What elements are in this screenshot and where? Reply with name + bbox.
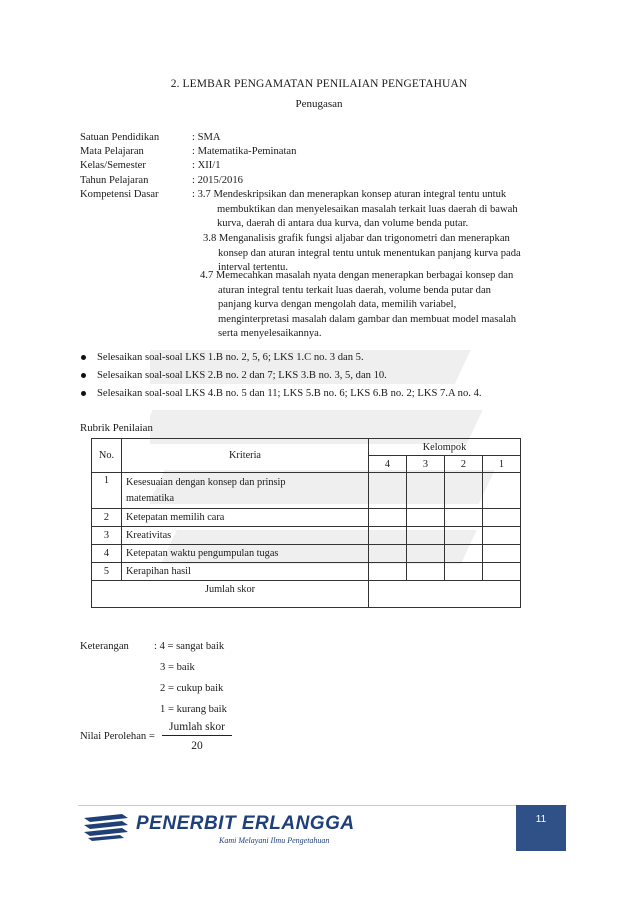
row-no: 1 (92, 473, 122, 509)
info-row (80, 174, 296, 188)
row-kriteria: Ketepatan memilih cara (122, 509, 369, 527)
page-title: 2. LEMBAR PENGAMATAN PENILAIAN PENGETAHUAN (170, 78, 468, 90)
kd-line: membuktikan dan menyelesaikan masalah terkait luas daerah di bawah (217, 203, 518, 215)
info-label: Tahun Pelajaran (80, 174, 149, 186)
score-cell[interactable] (483, 545, 521, 563)
score-cell[interactable] (407, 563, 445, 581)
info-row (80, 145, 296, 159)
row-kriteria (122, 473, 369, 509)
score-cell[interactable] (445, 545, 483, 563)
score-header: 1 (483, 456, 521, 473)
nilai-formula (162, 721, 232, 752)
row-kriteria: Ketepatan waktu pengumpulan tugas (122, 545, 369, 563)
info-label: Satuan Pendidikan (80, 132, 160, 143)
keterangan-item: 3 = baik (160, 662, 195, 673)
score-header: 2 (445, 456, 483, 473)
score-cell[interactable] (445, 527, 483, 545)
score-cell[interactable] (445, 563, 483, 581)
score-cell[interactable] (369, 545, 407, 563)
kriteria-line: matematika (126, 493, 175, 504)
row-no: 2 (92, 509, 122, 527)
list-item: Selesaikan soal-soal LKS 2.B no. 2 dan 7; LKS 3.B no. 3, 5, dan 10. (80, 367, 482, 385)
erlangga-logo-icon (82, 812, 132, 842)
score-cell[interactable] (369, 563, 407, 581)
list-item: Selesaikan soal-soal LKS 1.B no. 2, 5, 6; LKS 1.C no. 3 dan 5. (80, 349, 482, 367)
score-header: 4 (369, 456, 407, 473)
table-row (92, 527, 521, 545)
kd-line: kurva, daerah di antara dua kurva, dan volume benda putar. (217, 218, 469, 229)
kd-line: menginterpretasi masalah dalam gambar dan membuat model masalah (218, 313, 516, 325)
kd-line: 3.8 Menganalisis grafik fungsi aljabar dan trigonometri dan menerapkan (203, 233, 510, 244)
kd-line: panjang kurva dengan mengolah data, memilih variabel, (218, 299, 457, 310)
task-list (80, 349, 482, 403)
kd-line: aturan integral tentu terkait luas daerah, volume benda putar dan (218, 284, 491, 296)
row-kriteria: Kreativitas (122, 527, 369, 545)
kriteria-line: Kesesuaian dengan konsep dan prinsip (126, 477, 286, 488)
kd-3-7 (192, 188, 518, 232)
formula-denominator: 20 (191, 740, 203, 752)
info-label: Mata Pelajaran (80, 146, 144, 158)
info-label: Kompetensi Dasar (80, 188, 159, 200)
row-no: 5 (92, 563, 122, 581)
score-cell[interactable] (483, 509, 521, 527)
kd-line: interval tertentu. (218, 262, 289, 273)
score-cell[interactable] (483, 563, 521, 581)
info-value: : Matematika-Peminatan (192, 146, 297, 158)
nilai-label: Nilai Perolehan = (80, 731, 155, 742)
score-cell[interactable] (483, 473, 521, 509)
info-value: : SMA (192, 132, 221, 143)
info-label: Kelas/Semester (80, 160, 146, 172)
header-no: No. (92, 439, 122, 473)
total-label: Jumlah skor (92, 581, 369, 608)
total-row (92, 581, 521, 608)
score-header: 3 (407, 456, 445, 473)
kd-line: konsep dan aturan integral tentu untuk menentukan panjang kurva pada (218, 247, 521, 259)
info-value: : XII/1 (192, 160, 221, 172)
score-cell[interactable] (407, 545, 445, 563)
page-subtitle: Penugasan (295, 98, 343, 110)
publisher-slogan: Kami Melayani Ilmu Pengetahuan (219, 836, 330, 845)
header-kriteria: Kriteria (122, 439, 369, 473)
info-row (80, 159, 296, 173)
score-cell[interactable] (369, 509, 407, 527)
keterangan-item: : 4 = sangat baik (154, 641, 225, 652)
table-row (92, 563, 521, 581)
score-cell[interactable] (407, 527, 445, 545)
kd-4-7 (200, 269, 516, 342)
score-cell[interactable] (445, 509, 483, 527)
row-no: 4 (92, 545, 122, 563)
score-cell[interactable] (369, 473, 407, 509)
keterangan-item: 1 = kurang baik (160, 704, 227, 715)
rubric-table (91, 438, 521, 608)
table-row (92, 545, 521, 563)
kd-line: serta menyelesaikannya. (218, 328, 322, 339)
total-cell[interactable] (369, 581, 521, 608)
table-row (92, 509, 521, 527)
publisher-name: PENERBIT ERLANGGA (136, 813, 355, 834)
footer-divider (78, 805, 567, 806)
table-row (92, 473, 521, 509)
score-cell[interactable] (483, 527, 521, 545)
score-cell[interactable] (445, 473, 483, 509)
info-value: : 2015/2016 (192, 174, 243, 186)
formula-numerator: Jumlah skor (162, 721, 232, 736)
row-kriteria: Kerapihan hasil (122, 563, 369, 581)
score-cell[interactable] (407, 509, 445, 527)
list-item: Selesaikan soal-soal LKS 4.B no. 5 dan 11; LKS 5.B no. 6; LKS 6.B no. 2; LKS 7.A no. 4. (80, 385, 482, 403)
header-kelompok: Kelompok (369, 439, 521, 456)
score-cell[interactable] (407, 473, 445, 509)
keterangan-item: 2 = cukup baik (160, 683, 224, 694)
score-cell[interactable] (369, 527, 407, 545)
kd-line: : 3.7 Mendeskripsikan dan menerapkan konsep aturan integral tentu untuk (192, 189, 507, 200)
kd-line: 4.7 Memecahkan masalah nyata dengan menerapkan berbagai konsep dan (200, 270, 514, 281)
row-no: 3 (92, 527, 122, 545)
keterangan-label: Keterangan (80, 641, 129, 652)
page-number: 11 (516, 805, 566, 851)
info-row (80, 131, 296, 145)
rubrik-heading: Rubrik Penilaian (80, 422, 153, 434)
